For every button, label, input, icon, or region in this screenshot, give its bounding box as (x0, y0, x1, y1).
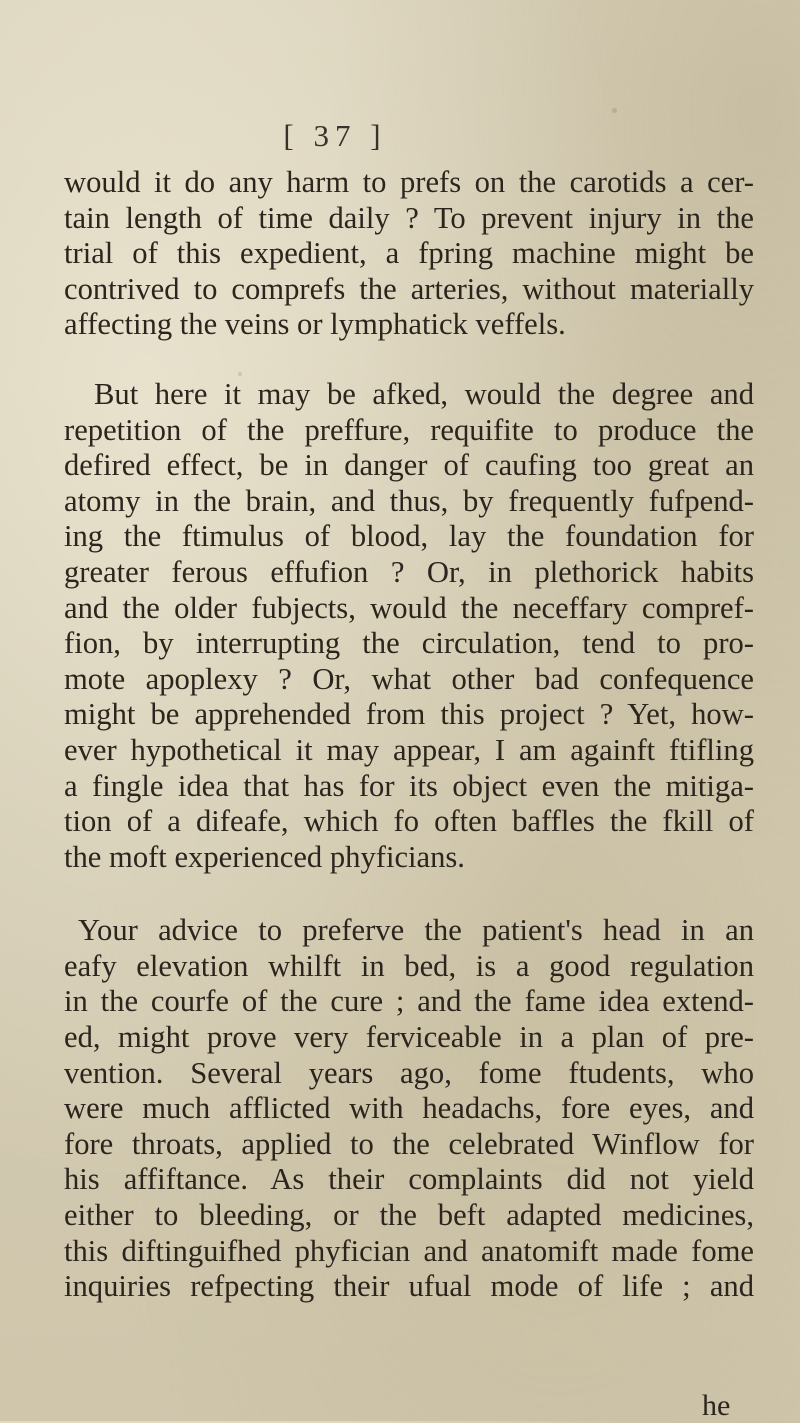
paragraph-2 (64, 377, 754, 875)
text-line: fion, by interrupting the circulation, tend to pro- (64, 626, 754, 661)
paragraph-gap (64, 875, 754, 913)
text-line: fore throats, applied to the celebrated Winflow for (64, 1126, 754, 1161)
paragraph-3 (64, 913, 754, 1305)
paragraph-1 (64, 165, 754, 343)
text-line: contrived to comprefs the arteries, without materially (64, 271, 754, 306)
text-line: eafy elevation whilft in bed, is a good regulation (64, 948, 754, 983)
text-line: his affiftance. As their complaints did not yield (64, 1162, 754, 1197)
text-line: mote apoplexy ? Or, what other bad confequence (64, 661, 754, 696)
text-line: a fingle idea that has for its object even the mitiga- (64, 768, 754, 803)
text-line: ing the ftimulus of blood, lay the foundation for (64, 519, 754, 554)
paper-speck (612, 108, 617, 113)
body-text (64, 165, 754, 1305)
text-line: repetition of the preffure, requifite to produce the (64, 412, 754, 447)
text-line: But here it may be afked, would the degree and (94, 376, 754, 411)
paragraph-gap (64, 343, 754, 377)
text-line: would it do any harm to prefs on the carotids a cer- (64, 165, 754, 199)
catchword: he (702, 1389, 731, 1422)
text-line: vention. Several years ago, fome ftudents, who (64, 1055, 754, 1090)
text-line: defired effect, be in danger of caufing too great an (64, 448, 754, 483)
text-line: affecting the veins or lymphatick veffels. (64, 307, 566, 342)
text-line: Your advice to preferve the patient's head in an (78, 913, 754, 948)
text-line: were much afflicted with headachs, fore eyes, and (64, 1091, 754, 1126)
text-line: greater ferous effufion ? Or, in plethorick habits (64, 554, 754, 589)
text-line: and the older fubjects, would the neceffary compref- (64, 590, 754, 625)
text-line: ed, might prove very ferviceable in a plan of pre- (64, 1020, 754, 1055)
text-line: in the courfe of the cure ; and the fame idea extend- (64, 984, 754, 1019)
text-line: this diftinguifhed phyfician and anatomift made fome (64, 1233, 754, 1268)
text-line: either to bleeding, or the beft adapted medicines, (64, 1198, 754, 1233)
text-line: tain length of time daily ? To prevent injury in the (64, 200, 754, 235)
text-line: inquiries refpecting their ufual mode of life ; and (64, 1269, 754, 1304)
text-line: tion of a difeafe, which fo often baffles the fkill of (64, 804, 754, 839)
text-line: atomy in the brain, and thus, by frequently fufpend- (64, 483, 754, 518)
text-line: might be apprehended from this project ? Yet, how- (64, 697, 754, 732)
text-line: the moft experienced phyficians. (64, 839, 465, 874)
page-number-header: [ 37 ] (283, 118, 387, 153)
text-line: ever hypothetical it may appear, I am againft ftifling (64, 732, 754, 767)
text-line: trial of this expedient, a fpring machine might be (64, 236, 754, 271)
